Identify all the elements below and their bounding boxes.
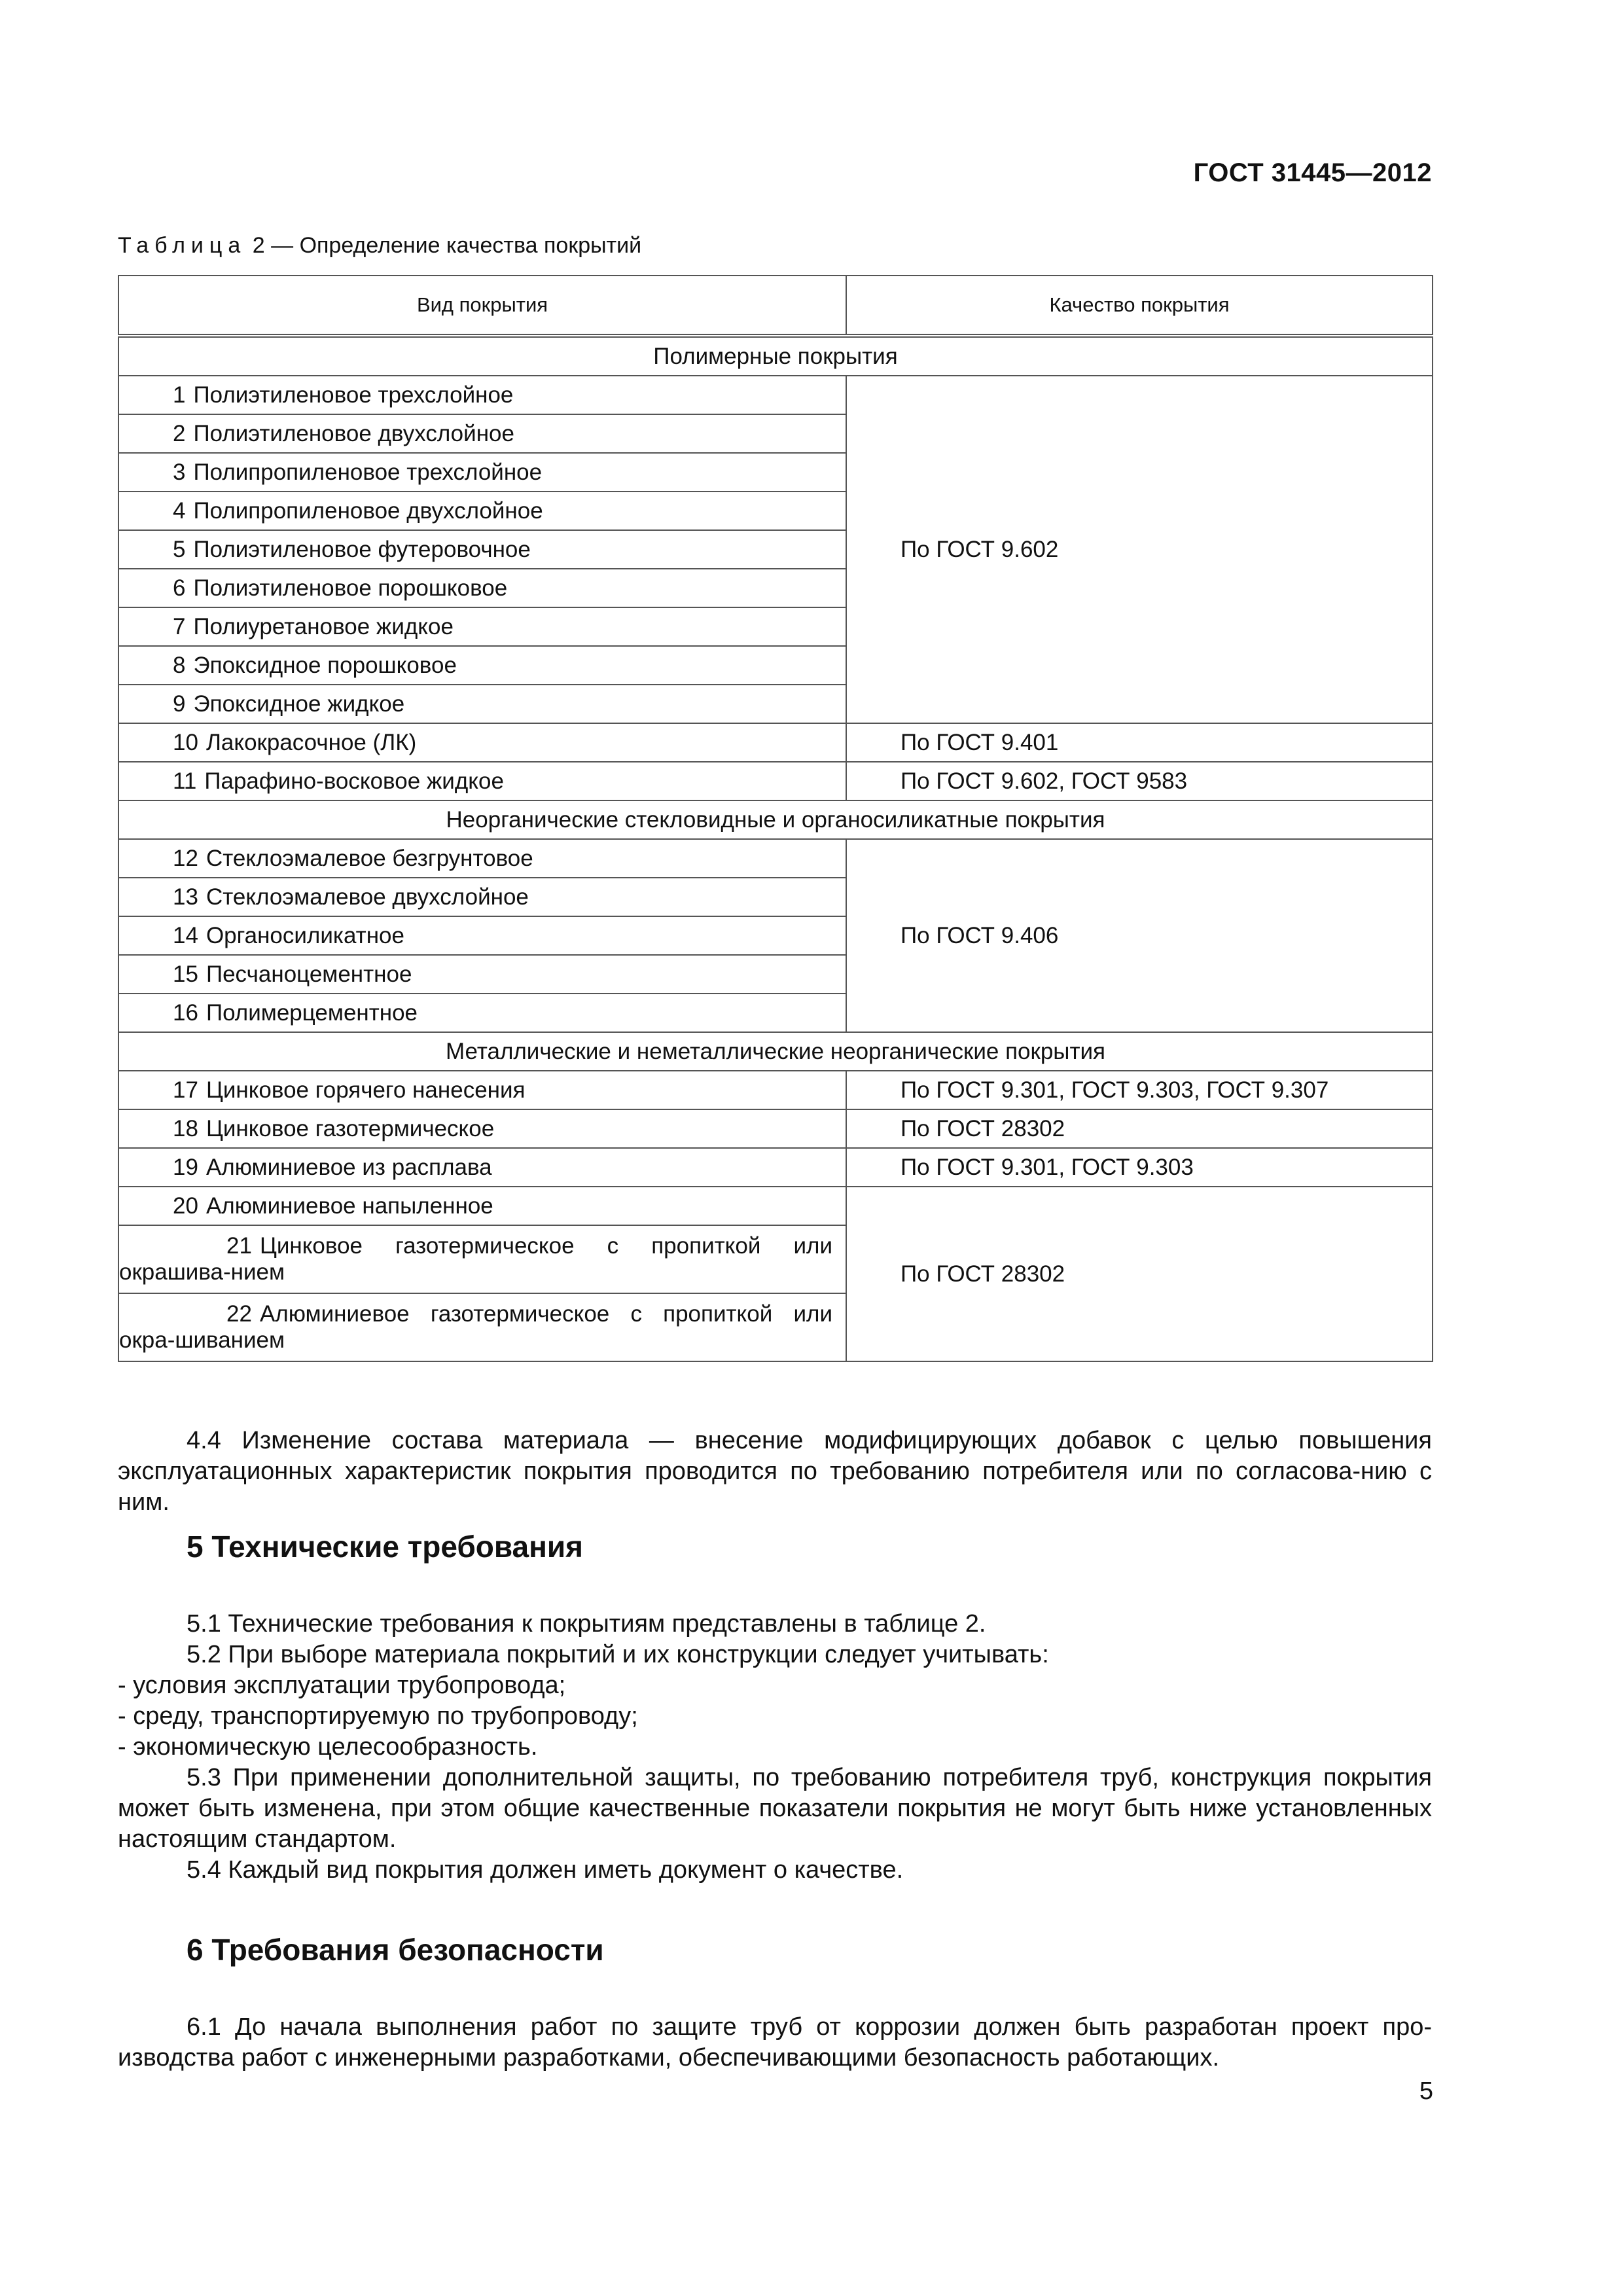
coating-type-cell — [118, 955, 846, 994]
row-number: 10 — [173, 729, 198, 755]
coating-type-cell — [118, 1293, 846, 1361]
table-header-row — [118, 276, 1433, 336]
row-number: 18 — [173, 1115, 198, 1141]
paragraph-4-4: 4.4 Изменение состава материала — внесение модифицирующих добавок с целью повышения эксплуатационных характеристик покрытия проводится по требованию потребителя или по согласова-нию с ним. — [118, 1427, 1432, 1516]
coating-type-cell — [118, 1148, 846, 1187]
coating-type-cell — [118, 762, 846, 800]
coating-name: Полипропиленовое трехслойное — [193, 459, 543, 485]
row-number: 15 — [173, 961, 198, 987]
table-row — [118, 723, 1433, 762]
section-title-polymer: Полимерные покрытия — [118, 336, 1433, 376]
coating-name: Цинковое газотермическое с пропиткой или окрашива-нием — [119, 1233, 832, 1285]
quality-cell: По ГОСТ 28302 — [846, 1187, 1433, 1361]
section-5-heading: 5 Технические требования — [187, 1530, 583, 1564]
coating-type-cell — [118, 839, 846, 878]
coatings-quality-table — [118, 275, 1433, 1362]
row-number: 8 — [173, 652, 186, 678]
table-row — [118, 1071, 1433, 1109]
row-number: 2 — [173, 420, 186, 446]
row-number: 6 — [173, 575, 186, 601]
paragraph-5-1: 5.1 Технические требования к покрытиям представлены в таблице 2. — [187, 1610, 986, 1638]
document-id: ГОСТ 31445—2012 — [1193, 158, 1432, 187]
paragraph-5-3: 5.3 При применении дополнительной защиты, по требованию потребителя труб, конструкция покрытия может быть изменена, при этом общие качественные показатели покрытия не могут быть ниже установленных настоящим стандартом. — [118, 1764, 1432, 1853]
coating-name: Эпоксидное порошковое — [193, 652, 457, 678]
coating-name: Песчаноцементное — [205, 961, 412, 987]
paragraph-6-1: 6.1 До начала выполнения работ по защите труб от коррозии должен быть разработан проект про-изводства работ с инженерными разработками, обеспечивающими безопасность работающих. — [118, 2013, 1432, 2072]
coating-name: Алюминиевое из расплава — [205, 1154, 492, 1180]
section-6-body — [118, 2012, 1432, 2073]
section-6-heading: 6 Требования безопасности — [187, 1933, 604, 1967]
coating-name: Полиуретановое жидкое — [193, 613, 454, 639]
table-row — [118, 376, 1433, 414]
paragraph-4-4-block — [118, 1426, 1432, 1518]
coating-name: Полимерцементное — [205, 999, 418, 1026]
section-title-inorganic-vitreous: Неорганические стекловидные и органосиликатные покрытия — [118, 800, 1433, 839]
coating-name: Алюминиевое газотермическое с пропиткой или окра-шиванием — [119, 1301, 832, 1353]
column-header-coating-type: Вид покрытия — [118, 276, 846, 336]
quality-cell: По ГОСТ 9.602 — [846, 376, 1433, 723]
row-number: 20 — [173, 1193, 198, 1219]
row-number: 22 — [226, 1301, 252, 1327]
coating-type-cell — [118, 1109, 846, 1148]
quality-cell: По ГОСТ 9.301, ГОСТ 9.303, ГОСТ 9.307 — [846, 1071, 1433, 1109]
coating-name: Цинковое горячего нанесения — [205, 1077, 526, 1103]
table-caption-word: Таблица — [118, 233, 247, 258]
coating-type-cell — [118, 994, 846, 1032]
coating-name: Стеклоэмалевое безгрунтовое — [205, 845, 533, 871]
row-number: 14 — [173, 922, 198, 948]
row-number: 11 — [173, 768, 197, 794]
row-number: 13 — [173, 884, 198, 910]
coating-type-cell — [118, 646, 846, 685]
list-item: - условия эксплуатации трубопровода; — [118, 1672, 566, 1699]
table-row — [118, 839, 1433, 878]
row-number: 17 — [173, 1077, 198, 1103]
column-header-coating-quality: Качество покрытия — [846, 276, 1433, 336]
coating-name: Эпоксидное жидкое — [193, 691, 405, 717]
coating-name: Полиэтиленовое порошковое — [193, 575, 508, 601]
coating-name: Стеклоэмалевое двухслойное — [205, 884, 529, 910]
section-row — [118, 336, 1433, 376]
coating-type-cell — [118, 878, 846, 916]
coating-type-cell — [118, 414, 846, 453]
row-number: 12 — [173, 845, 198, 871]
quality-cell: По ГОСТ 9.406 — [846, 839, 1433, 1032]
table-row — [118, 1148, 1433, 1187]
page-number: 5 — [1419, 2077, 1433, 2105]
coating-type-cell — [118, 723, 846, 762]
table-row — [118, 1187, 1433, 1225]
coating-name: Органосиликатное — [205, 922, 404, 948]
coating-type-cell — [118, 453, 846, 492]
coating-name: Полиэтиленовое трехслойное — [193, 382, 514, 408]
table-caption — [118, 233, 641, 259]
section-row — [118, 800, 1433, 839]
coating-name: Цинковое газотермическое — [205, 1115, 495, 1141]
coating-type-cell — [118, 607, 846, 646]
coating-type-cell — [118, 376, 846, 414]
row-number: 5 — [173, 536, 186, 562]
section-row — [118, 1032, 1433, 1071]
coating-name: Парафино-восковое жидкое — [204, 768, 504, 794]
coating-type-cell — [118, 1187, 846, 1225]
table-row — [118, 1109, 1433, 1148]
section-title-metallic: Металлические и неметаллические неорганические покрытия — [118, 1032, 1433, 1071]
coating-name: Полипропиленовое двухслойное — [193, 497, 543, 524]
coating-type-cell — [118, 1225, 846, 1293]
quality-cell: По ГОСТ 9.301, ГОСТ 9.303 — [846, 1148, 1433, 1187]
coating-name: Полиэтиленовое футеровочное — [193, 536, 531, 562]
row-number: 21 — [226, 1233, 252, 1259]
coating-type-cell — [118, 1071, 846, 1109]
list-item: - экономическую целесообразность. — [118, 1733, 538, 1761]
row-number: 3 — [173, 459, 186, 485]
row-number: 4 — [173, 497, 186, 524]
list-item: - среду, транспортируемую по трубопроводу; — [118, 1702, 638, 1730]
coating-type-cell — [118, 530, 846, 569]
quality-cell: По ГОСТ 28302 — [846, 1109, 1433, 1148]
coating-type-cell — [118, 492, 846, 530]
paragraph-5-2: 5.2 При выборе материала покрытий и их конструкции следует учитывать: — [187, 1641, 1049, 1668]
row-number: 1 — [173, 382, 186, 408]
coating-name: Полиэтиленовое двухслойное — [193, 420, 514, 446]
quality-cell: По ГОСТ 9.401 — [846, 723, 1433, 762]
coating-name: Лакокрасочное (ЛК) — [205, 729, 417, 755]
paragraph-5-4: 5.4 Каждый вид покрытия должен иметь документ о качестве. — [187, 1856, 904, 1884]
row-number: 9 — [173, 691, 186, 717]
row-number: 19 — [173, 1154, 198, 1180]
coating-type-cell — [118, 916, 846, 955]
table-row — [118, 762, 1433, 800]
row-number: 16 — [173, 999, 198, 1026]
coating-name: Алюминиевое напыленное — [205, 1193, 493, 1219]
section-5-body — [118, 1609, 1432, 1886]
table-caption-title: 2 — Определение качества покрытий — [252, 233, 642, 258]
coating-type-cell — [118, 569, 846, 607]
quality-cell: По ГОСТ 9.602, ГОСТ 9583 — [846, 762, 1433, 800]
coating-type-cell — [118, 685, 846, 723]
row-number: 7 — [173, 613, 186, 639]
